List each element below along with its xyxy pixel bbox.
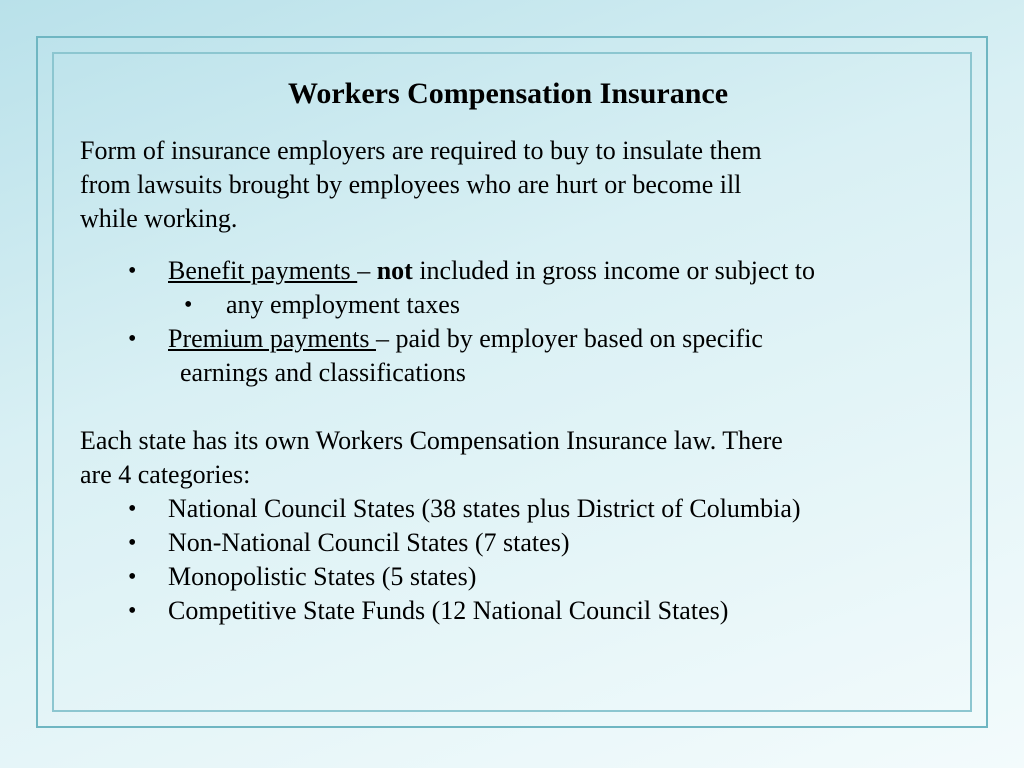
benefit-sub-item: any employment taxes	[226, 290, 460, 319]
benefit-dash: –	[357, 256, 377, 285]
benefit-emphasis: not	[376, 256, 413, 285]
bullet-marker: •	[128, 530, 137, 556]
slide-title: Workers Compensation Insurance	[287, 77, 729, 110]
premium-continuation: earnings and classifications	[180, 358, 466, 387]
bullet-marker: •	[128, 564, 137, 590]
state-category-item: Competitive State Funds (12 National Council States)	[168, 596, 729, 625]
premium-rest: – paid by employer based on specific	[375, 324, 763, 353]
bullet-marker: •	[128, 598, 137, 624]
premium-payments-item	[168, 322, 763, 356]
premium-payments-term: Premium payments	[168, 324, 376, 353]
intro-line-1: Form of insurance employers are required to buy to insulate them	[80, 136, 762, 165]
benefit-payments-item	[168, 254, 815, 288]
intro-line-2: from lawsuits brought by employees who are hurt or become ill	[80, 170, 742, 199]
benefit-payments-term: Benefit payments	[168, 256, 358, 285]
intro-line-3: while working.	[80, 204, 238, 233]
benefit-rest: included in gross income or subject to	[412, 256, 816, 285]
states-line-2: are 4 categories:	[80, 460, 251, 489]
sub-bullet-marker: •	[184, 292, 193, 318]
state-category-item: Monopolistic States (5 states)	[168, 562, 477, 591]
states-line-1: Each state has its own Workers Compensation Insurance law. There	[80, 426, 783, 455]
state-category-item: National Council States (38 states plus District of Columbia)	[168, 494, 801, 523]
bullet-marker: •	[128, 496, 137, 522]
bullet-marker: •	[128, 326, 137, 352]
state-category-item: Non-National Council States (7 states)	[168, 528, 570, 557]
bullet-marker: •	[128, 258, 137, 284]
